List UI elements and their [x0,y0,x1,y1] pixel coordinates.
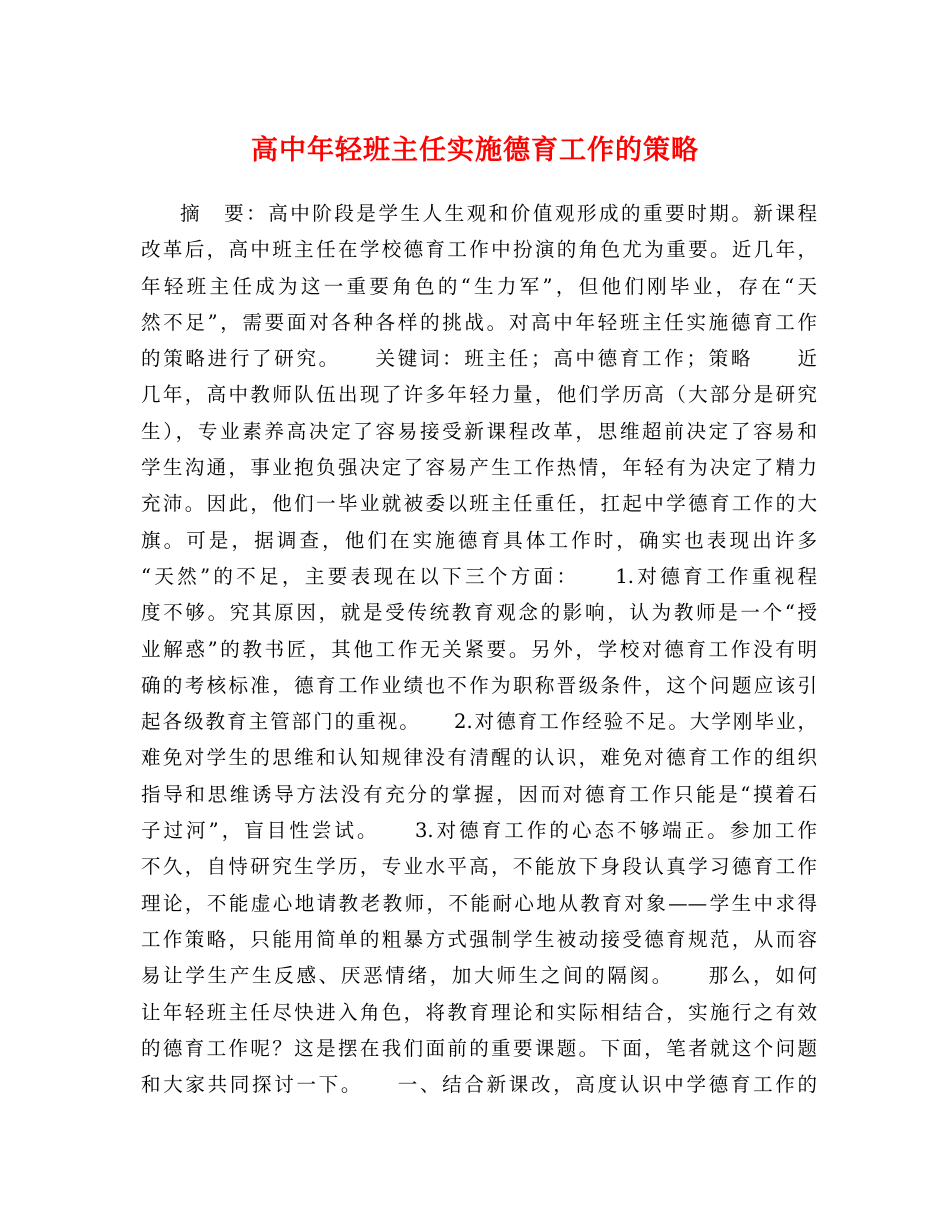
body-line: 年轻班主任成为这一重要角色的“生力军”，但他们刚毕业，存在“天 [141,274,817,298]
body-line: “天然”的不足，主要表现在以下三个方面： 1.对德育工作重视程 [141,564,817,588]
body-line: 业解惑”的教书匠，其他工作无关紧要。另外，学校对德育工作没有明 [141,637,817,661]
body-line: 度不够。究其原因，就是受传统教育观念的影响，认为教师是一个“授 [141,601,817,625]
body-line: 生），专业素养高决定了容易接受新课程改革，思维超前决定了容易和 [141,419,817,443]
body-line: 子过河”，盲目性尝试。 3.对德育工作的心态不够端正。参加工作 [141,819,817,843]
document-body [141,196,817,1103]
body-line: 起各级教育主管部门的重视。 2.对德育工作经验不足。大学刚毕业， [141,710,817,734]
body-line: 工作策略，只能用简单的粗暴方式强制学生被动接受德育规范，从而容 [141,927,817,951]
body-line: 旗。可是，据调查，他们在实施德育具体工作时，确实也表现出许多 [141,528,817,552]
body-line: 难免对学生的思维和认知规律没有清醒的认识，难免对德育工作的组织 [141,746,817,770]
body-line: 让年轻班主任尽快进入角色，将教育理论和实际相结合，实施行之有效 [141,1000,817,1024]
body-line: 摘 要：高中阶段是学生人生观和价值观形成的重要时期。新课程 [180,202,817,225]
body-line: 指导和思维诱导方法没有充分的掌握，因而对德育工作只能是“摸着石 [141,782,817,806]
body-line: 充沛。因此，他们一毕业就被委以班主任重任，扛起中学德育工作的大 [141,492,817,516]
body-line: 易让学生产生反感、厌恶情绪，加大师生之间的隔阂。 那么，如何 [141,964,817,988]
body-line: 理论，不能虚心地请教老教师，不能耐心地从教育对象——学生中求得 [141,891,817,915]
body-line: 的策略进行了研究。 关键词：班主任；高中德育工作；策略 近 [141,347,817,371]
body-line: 学生沟通，事业抱负强决定了容易产生工作热情，年轻有为决定了精力 [141,456,817,480]
body-line: 不久，自恃研究生学历，专业水平高，不能放下身段认真学习德育工作 [141,855,817,879]
body-line: 然不足”，需要面对各种各样的挑战。对高中年轻班主任实施德育工作 [141,310,817,334]
body-line: 确的考核标准，德育工作业绩也不作为职称晋级条件，这个问题应该引 [141,673,817,697]
body-line: 的德育工作呢？这是摆在我们面前的重要课题。下面，笔者就这个问题 [141,1036,817,1060]
body-line: 和大家共同探讨一下。 一、结合新课改，高度认识中学德育工作的 [141,1073,817,1097]
body-line: 几年，高中教师队伍出现了许多年轻力量，他们学历高（大部分是研究 [141,383,817,407]
body-line: 改革后，高中班主任在学校德育工作中扮演的角色尤为重要。近几年， [141,238,817,262]
document-title: 高中年轻班主任实施德育工作的策略 [251,135,699,166]
